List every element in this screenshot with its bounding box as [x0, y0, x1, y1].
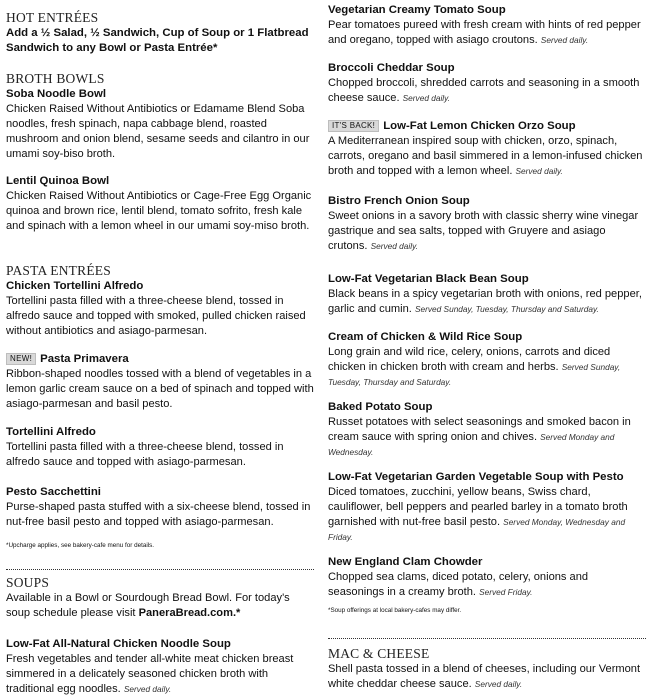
item-desc: Chicken Raised Without Antibiotics or Edamame Blend Soba noodles, fresh spinach, napa cabbage blend, roasted mushroom and onion blend, sesame seeds and cilantro in our umami soy-biso broth. — [6, 103, 310, 160]
item-name: Baked Potato Soup — [328, 401, 433, 413]
item-desc: Fresh vegetables and tender all-white meat chicken breast simmered in a delicately seasoned chicken broth with traditional egg noodles. — [6, 653, 294, 695]
item-name: Broccoli Cheddar Soup — [328, 62, 455, 74]
menu-item — [6, 425, 314, 470]
section-title-broth-bowls: BROTH BOWLS — [6, 71, 105, 86]
pasta-footnote: *Upcharge applies, see bakery-cafe menu for details. — [6, 542, 155, 549]
served-note: Served Monday, Wednesday and Friday. — [328, 517, 626, 542]
pasta-entrees-section — [6, 263, 314, 279]
served-note: Served daily. — [402, 93, 450, 103]
item-desc: Tortellini pasta filled with a three-cheese blend, tossed in alfredo sauce and topped with asiago-parmesan. — [6, 441, 284, 468]
item-desc: Tortellini pasta filled with a three-cheese blend, tossed in alfredo sauce and topped with smoked, pulled chicken raised without antibiotics and asiago-parmesan. — [6, 295, 306, 337]
served-note: Served daily. — [515, 166, 563, 176]
item-name: Low-Fat Vegetarian Black Bean Soup — [328, 273, 529, 285]
soups-footnote: *Soup offerings at local bakery-cafes may differ. — [328, 607, 462, 614]
item-name: Soba Noodle Bowl — [6, 88, 106, 100]
menu-item — [6, 174, 314, 234]
item-name: Low-Fat Vegetarian Garden Vegetable Soup with Pesto — [328, 471, 624, 483]
item-name: Vegetarian Creamy Tomato Soup — [328, 4, 506, 16]
menu-item — [328, 470, 646, 545]
hot-entrees-section — [6, 10, 314, 56]
its-back-badge: IT'S BACK! — [328, 120, 379, 132]
item-desc: Long grain and wild rice, celery, onions, carrots and diced chicken in chicken broth with cream and herbs. — [328, 346, 611, 373]
item-desc: Russet potatoes with select seasonings and smoked bacon in cream sauce with spring onion and chives. — [328, 416, 631, 443]
menu-item — [6, 87, 314, 162]
section-title-mac-cheese: MAC & CHEESE — [328, 646, 430, 661]
served-note: Served Friday. — [479, 587, 533, 597]
item-name: Tortellini Alfredo — [6, 426, 96, 438]
item-name: Lentil Quinoa Bowl — [6, 175, 110, 187]
section-title-pasta-entrees: PASTA ENTRÉES — [6, 263, 111, 278]
item-desc: Purse-shaped pasta stuffed with a six-cheese blend, tossed in nut-free basil pesto and topped with asiago-parmesan. — [6, 501, 311, 528]
menu-item — [328, 194, 646, 254]
menu-item — [328, 330, 646, 390]
item-desc: Chicken Raised Without Antibiotics or Cage-Free Egg Organic quinoa and brown rice, lentil blend, tomato sofrito, fresh kale and spinach with a lemon wheel in our umami soy-miso broth. — [6, 190, 312, 232]
broth-bowls-section — [6, 71, 314, 87]
served-note: Served Sunday, Tuesday, Thursday and Saturday. — [328, 362, 621, 387]
item-desc: Sweet onions in a savory broth with classic sherry wine vinegar gastrique and sea salts, topped with Gruyere and asiago crutons. — [328, 210, 639, 252]
served-note: Served daily. — [540, 35, 589, 45]
item-name: New England Clam Chowder — [328, 556, 483, 568]
item-name: Cream of Chicken & Wild Rice Soup — [328, 331, 523, 343]
mac-cheese-section — [328, 646, 646, 692]
hot-entrees-desc: Add a ½ Salad, ½ Sandwich, Cup of Soup or 1 Flatbread Sandwich to any Bowl or Pasta Entrée* — [6, 27, 309, 54]
menu-item — [328, 272, 646, 317]
menu-item — [6, 637, 314, 697]
new-badge: NEW! — [6, 353, 36, 365]
soups-intro: Available in a Bowl or Sourdough Bread Bowl. For today's soup schedule please visit PaneraBread.com.* — [6, 592, 290, 619]
menu-item — [328, 3, 646, 48]
item-name: Bistro French Onion Soup — [328, 195, 470, 207]
menu-item — [328, 119, 646, 179]
served-note: Served daily. — [370, 241, 418, 251]
panera-link[interactable]: PaneraBread.com.* — [138, 607, 241, 619]
item-name: Low-Fat Lemon Chicken Orzo Soup — [383, 120, 576, 132]
item-name: Low-Fat All-Natural Chicken Noodle Soup — [6, 638, 231, 650]
item-name: Pasta Primavera — [40, 353, 129, 365]
item-desc: Diced tomatoes, zucchini, yellow beans, Swiss chard, cauliflower, bell peppers and pearled barley in a tomato broth garnished with nut-free basil pesto. — [328, 486, 628, 528]
item-desc: Black beans in a spicy vegetarian broth with onions, red pepper, garlic and cumin. — [328, 288, 642, 315]
menu-item — [328, 61, 646, 106]
item-desc: A Mediterranean inspired soup with chicken, orzo, spinach, carrots, oregano and basil simmered in a lemon-infused chicken broth and topped with a lemon wheel. — [328, 135, 643, 177]
divider — [328, 638, 646, 639]
served-note: Served Sunday, Tuesday, Thursday and Saturday. — [414, 304, 599, 314]
item-name: Chicken Tortellini Alfredo — [6, 280, 144, 292]
soups-section — [6, 575, 314, 621]
item-desc: Chopped broccoli, shredded carrots and seasoning in a smooth cheese sauce. — [328, 77, 640, 104]
item-desc: Shell pasta tossed in a blend of cheeses, including our Vermont white cheddar cheese sauce. — [328, 663, 641, 690]
menu-item — [6, 352, 314, 412]
menu-item — [328, 400, 646, 460]
served-note: Served daily. — [474, 679, 523, 689]
item-desc: Chopped sea clams, diced potato, celery, onions and seasonings in a creamy broth. — [328, 571, 589, 598]
menu-item — [6, 485, 314, 530]
menu-item — [328, 555, 646, 600]
section-title-soups: SOUPS — [6, 575, 50, 590]
item-name: Pesto Sacchettini — [6, 486, 101, 498]
divider — [6, 569, 314, 570]
menu-item — [6, 279, 314, 339]
item-desc: Pear tomatoes pureed with fresh cream with hints of red pepper and oregano, topped with asiago croutons. — [328, 19, 641, 46]
item-desc: Ribbon-shaped noodles tossed with a blend of vegetables in a lemon garlic cream sauce on a bed of spinach and topped with asiago-parmesan and basil pesto. — [6, 368, 314, 410]
served-note: Served daily. — [123, 684, 172, 694]
section-title-hot-entrees: HOT ENTRÉES — [6, 10, 99, 25]
served-note: Served Monday and Wednesday. — [328, 432, 615, 457]
